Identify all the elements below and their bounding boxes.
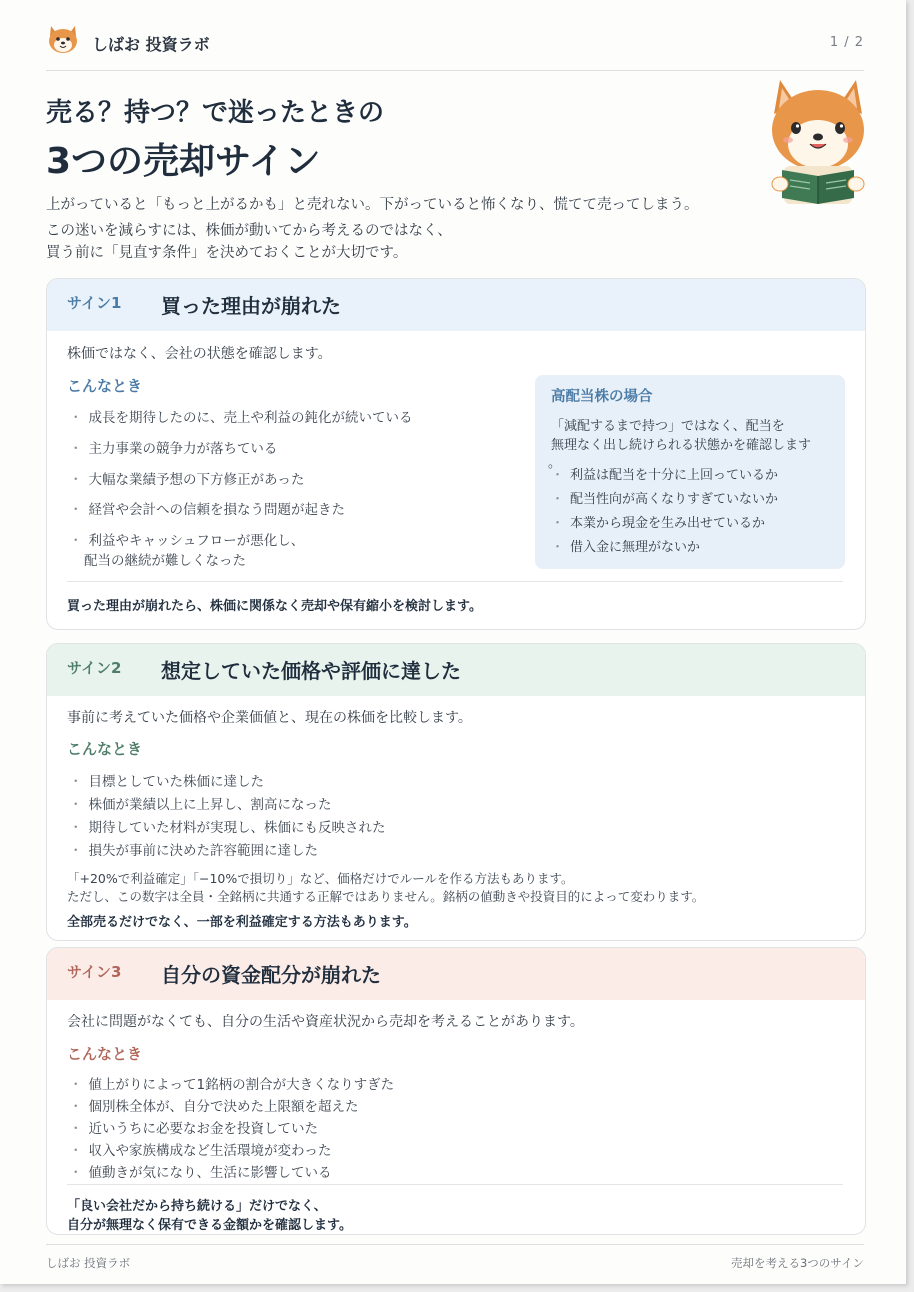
- bullet-dot: ・: [551, 516, 565, 531]
- bullet-dot: ・: [551, 492, 565, 507]
- bullet-dot: ・: [69, 1121, 83, 1137]
- list-item: ・ 利益やキャッシュフローが悪化し、: [69, 533, 305, 549]
- sign3-title: 自分の資金配分が崩れた: [161, 963, 381, 987]
- list-item: ・ 成長を期待したのに、売上や利益の鈍化が続いている: [69, 410, 413, 426]
- list-item: ・ 損失が事前に決めた許容範囲に達した: [69, 843, 318, 859]
- high-dividend-heading: 高配当株の場合: [551, 389, 653, 405]
- sign3-conclusion-2: 自分が無理なく保有できる金額かを確認します。: [67, 1218, 352, 1233]
- bullet-dot: ・: [69, 441, 83, 457]
- shiba-reading-mascot: [766, 74, 870, 206]
- sign1-card: [46, 278, 866, 630]
- sign2-when-label: こんなとき: [67, 740, 143, 758]
- bullet-dot: ・: [69, 1143, 83, 1159]
- sign1-tag: サイン1: [67, 294, 122, 312]
- sign3-card: [46, 947, 866, 1235]
- sign3-header: [47, 948, 865, 1000]
- list-item: ・ 値上がりによって1銘柄の割合が大きくなりすぎた: [69, 1077, 395, 1093]
- intro-line-2: この迷いを減らすには、株価が動いてから考えるのではなく、: [46, 223, 452, 239]
- header: [46, 22, 864, 71]
- bullet-dot: ・: [69, 410, 83, 426]
- sign3-lead: 会社に問題がなくても、自分の生活や資産状況から売却を考えることがあります。: [67, 1014, 584, 1030]
- list-item: ・ 株価が業績以上に上昇し、割高になった: [69, 797, 332, 813]
- sign2-note-2: ただし、この数字は全員・全銘柄に共通する正解ではありません。銘柄の値動きや投資目的によって変わります。: [67, 889, 705, 904]
- high-dividend-desc-3: 。: [548, 456, 562, 471]
- footer-brand: しばお 投資ラボ: [46, 1256, 131, 1270]
- footer-subject: 売却を考える3つのサイン: [730, 1256, 864, 1270]
- bullet-dot: ・: [69, 533, 83, 549]
- list-item: ・ 目標としていた株価に達した: [69, 774, 264, 790]
- sign2-note-1: 「+20%で利益確定」「−10%で損切り」など、価格だけでルールを作る方法もあります。: [67, 871, 574, 886]
- bullet-dot: ・: [69, 472, 83, 488]
- list-item: ・ 本業から現金を生み出せているか: [551, 516, 766, 531]
- high-dividend-desc-1: 「減配するまで持つ」ではなく、配当を: [551, 419, 785, 434]
- sign3-tag: サイン3: [67, 963, 122, 981]
- bullet-dot: ・: [69, 774, 83, 790]
- bullet-dot: ・: [69, 797, 83, 813]
- bullet-dot: ・: [551, 540, 565, 555]
- page-title-line2: 3つの売却サイン: [46, 141, 321, 182]
- list-item: ・ 配当性向が高くなりすぎていないか: [551, 492, 779, 507]
- intro-line-1: 上がっていると「もっと上がるかも」と売れない。下がっていると怖くなり、慌てて売ってしまう。: [46, 197, 699, 213]
- bullet-dot: ・: [69, 1165, 83, 1181]
- list-item: ・ 経営や会計への信頼を損なう問題が起きた: [69, 502, 345, 518]
- sign2-card: [46, 643, 866, 941]
- sign1-when-label: こんなとき: [67, 377, 143, 395]
- list-item-continued: 配当の継続が難しくなった: [84, 553, 246, 569]
- bullet-dot: ・: [69, 1077, 83, 1093]
- bullet-dot: ・: [551, 468, 565, 483]
- list-item: ・ 収入や家族構成など生活環境が変わった: [69, 1143, 332, 1159]
- page-title-line1: 売る？持つ？で迷ったときの: [46, 98, 385, 128]
- list-item: ・ 近いうちに必要なお金を投資していた: [69, 1121, 318, 1137]
- footer: [46, 1244, 864, 1275]
- divider: [67, 581, 843, 582]
- sign2-lead: 事前に考えていた価格や企業価値と、現在の株価を比較します。: [67, 710, 472, 726]
- list-item: ・ 大幅な業績予想の下方修正があった: [69, 472, 305, 488]
- list-item: ・ 利益は配当を十分に上回っているか: [551, 468, 779, 483]
- sign2-tag: サイン2: [67, 659, 122, 677]
- sign3-conclusion-1: 「良い会社だから持ち続ける」だけでなく、: [67, 1199, 327, 1214]
- list-item: ・ 期待していた材料が実現し、株価にも反映された: [69, 820, 386, 836]
- list-item: ・ 値動きが気になり、生活に影響している: [69, 1165, 332, 1181]
- sign2-header: [47, 644, 865, 696]
- sign1-header: [47, 279, 865, 331]
- divider: [67, 1184, 843, 1185]
- sign1-lead: 株価ではなく、会社の状態を確認します。: [67, 346, 332, 362]
- page-number: 1 / 2: [829, 35, 864, 50]
- brand-name: しばお 投資ラボ: [92, 35, 210, 54]
- list-item: ・ 個別株全体が、自分で決めた上限額を超えた: [69, 1099, 359, 1115]
- intro-line-3: 買う前に「見直す条件」を決めておくことが大切です。: [46, 245, 408, 261]
- bullet-dot: ・: [69, 820, 83, 836]
- sign1-conclusion: 買った理由が崩れたら、株価に関係なく売却や保有縮小を検討します。: [67, 599, 482, 614]
- shiba-logo-icon: [46, 22, 80, 56]
- sign3-when-label: こんなとき: [67, 1045, 143, 1063]
- bullet-dot: ・: [69, 1099, 83, 1115]
- list-item: ・ 主力事業の競争力が落ちている: [69, 441, 278, 457]
- list-item: ・ 借入金に無理がないか: [551, 540, 701, 555]
- sign2-title: 想定していた価格や評価に達した: [161, 659, 461, 683]
- sign1-title: 買った理由が崩れた: [161, 294, 341, 318]
- high-dividend-desc-2: 無理なく出し続けられる状態かを確認します: [551, 438, 812, 453]
- bullet-dot: ・: [69, 843, 83, 859]
- high-dividend-box: [535, 375, 845, 569]
- bullet-dot: ・: [69, 502, 83, 518]
- sign2-conclusion: 全部売るだけでなく、一部を利益確定する方法もあります。: [67, 915, 417, 930]
